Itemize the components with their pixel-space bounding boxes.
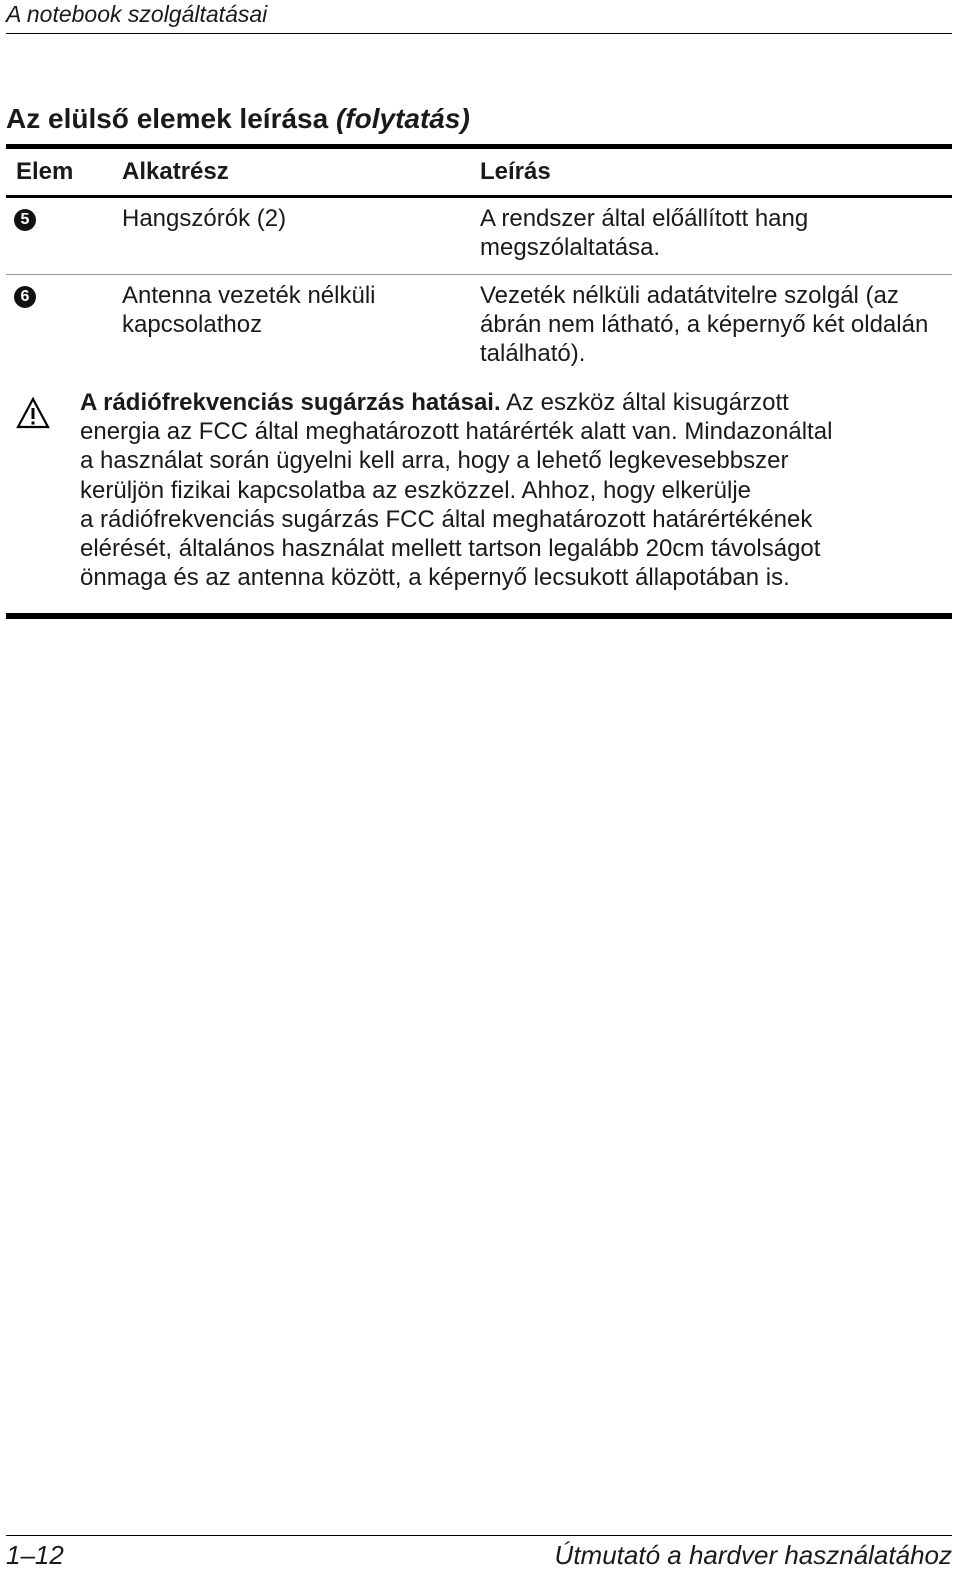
footer-title: Útmutató a hardver használatához [554,1540,952,1570]
table-row [6,198,952,274]
table-title [6,101,470,137]
page-number: 1–12 [6,1540,64,1570]
item-number-badge: 6 [14,286,36,308]
warning-line: kerüljön fizikai kapcsolatba az eszközzel. Ahhoz, hogy elkerülje [80,476,752,504]
item-number [14,204,36,233]
table-header-row [6,149,952,195]
table-title-suffix: (folytatás) [335,103,470,134]
component-description: Vezeték nélküli adatátvitelre szolgál (az ábrán nem látható, a képernyő két oldalán található). [480,282,929,367]
warning-title: A rádiófrekvenciás sugárzás hatásai. [80,389,501,416]
column-header-item: Elem [16,158,74,185]
running-header: A notebook szolgáltatásai [6,1,268,27]
item-number [14,281,36,310]
warning-line: a használat során ügyelni kell arra, hogy a lehető legkevesebbszer [80,447,789,475]
warning-line [80,388,948,417]
component-name: Hangszórók (2) [122,205,287,232]
column-header-description: Leírás [480,158,551,185]
table-row [6,275,952,385]
warning-note [6,385,952,613]
component-description: A rendszer által előállított hang megszólaltatása. [480,205,809,261]
components-table [6,144,952,619]
warning-line-text: Az eszköz által kisugárzott [506,389,789,416]
item-number-badge: 5 [14,209,36,231]
footer-rule [6,1535,952,1536]
table-bottom-rule [6,613,952,619]
warning-text [80,388,948,592]
warning-line: energia az FCC által meghatározott határérték alatt van. Mindazonáltal [80,418,833,446]
warning-line: a rádiófrekvenciás sugárzás FCC által meghatározott határértékének [80,505,813,533]
table-title-text: Az elülső elemek leírása [6,103,329,134]
component-name: Antenna vezeték nélküli kapcsolathoz [122,282,376,338]
column-header-component: Alkatrész [122,158,229,185]
warning-triangle-icon [16,397,50,429]
header-rule [6,33,952,34]
warning-line: önmaga és az antenna között, a képernyő lecsukott állapotában is. [80,564,790,592]
warning-line: elérését, általános használat mellett tartson legalább 20cm távolságot [80,535,821,563]
